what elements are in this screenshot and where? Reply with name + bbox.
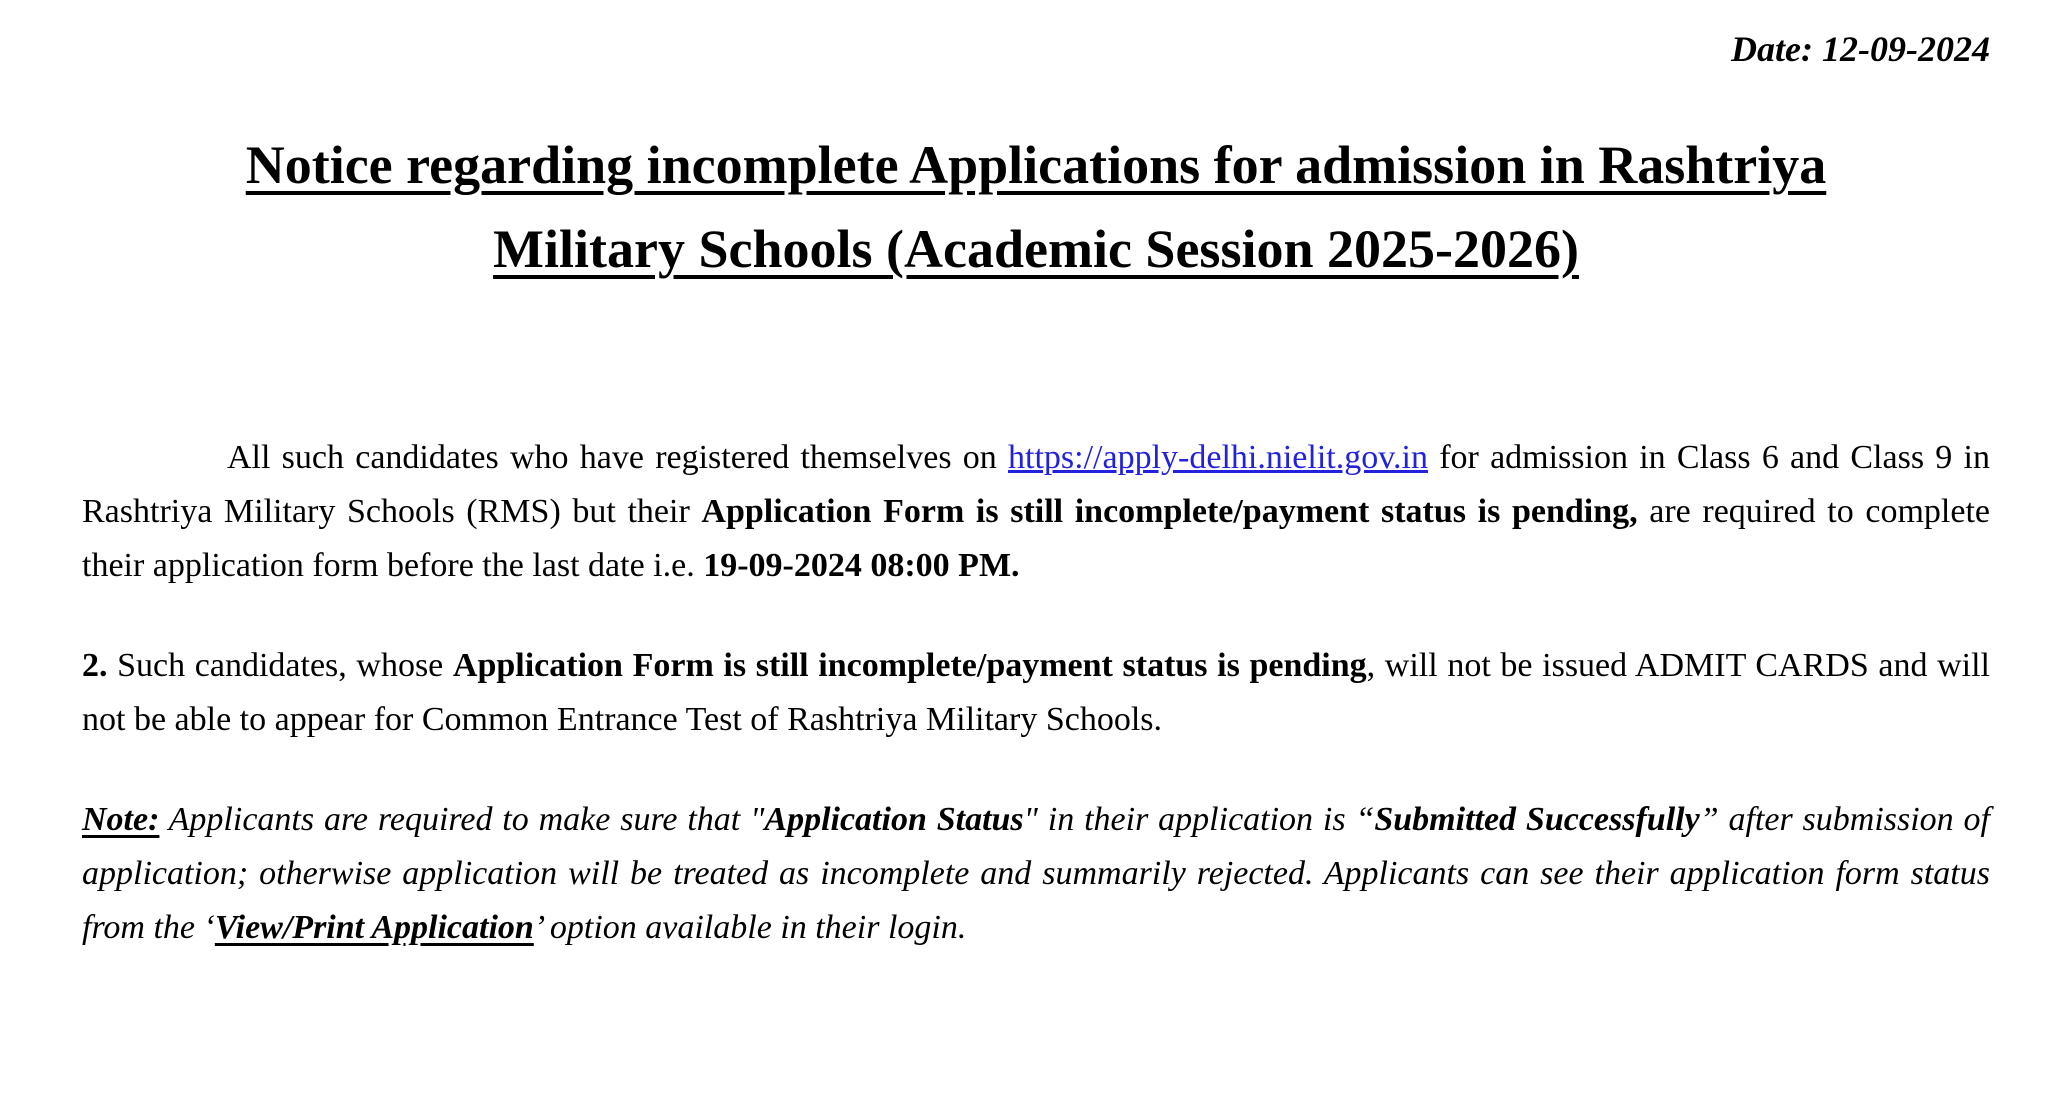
notice-title [82,123,1990,291]
text-segment: are required to complete their application form before the last date i.e. [82,492,1990,584]
text-segment: Submitted Successfully [1374,800,1700,838]
text-segment: All such candidates who have registered themselves on [227,438,1009,476]
text-segment: Application Status [764,800,1024,838]
text-segment: " in their application is “ [1023,800,1375,838]
text-segment: Such candidates, whose [107,646,453,684]
text-segment: , will not be issued ADMIT CARDS and will not be able to appear for Common Entrance Test of Rashtriya Military Schools. [82,646,1990,738]
paragraph-note [82,793,1990,955]
view-print-option: View/Print Application [214,908,534,946]
text-segment: 2. [82,646,108,684]
paragraph-registration [82,431,1990,593]
text-segment: for admission in Class 6 and Class 9 in Rashtriya Military Schools (RMS) but their [82,438,1990,530]
notice-title-line-1: Notice regarding incomplete Applications for admission in Rashtriya [245,134,1827,195]
text-segment: ” after submission of application; otherwise application will be treated as incomplete and summarily rejected. Applicants can see their application form status from the ‘ [82,800,1990,946]
text-segment: Application Form is still incomplete/payment status is pending, [701,492,1638,530]
deadline-date: 19-09-2024 08:00 PM. [703,546,1020,584]
apply-portal-link[interactable]: https://apply-delhi.nielit.gov.in [1008,438,1428,476]
paragraph-admit-cards [82,639,1990,747]
text-segment: Application Form is still incomplete/payment status is pending [452,646,1367,684]
text-segment: ’ option available in their login. [533,908,967,946]
date-label: Date: 12-09-2024 [1731,29,1990,69]
notice-title-line-2: Military Schools (Academic Session 2025-2026) [493,218,1579,279]
note-label: Note: [82,800,160,838]
text-segment: Applicants are required to make sure that " [159,800,765,838]
